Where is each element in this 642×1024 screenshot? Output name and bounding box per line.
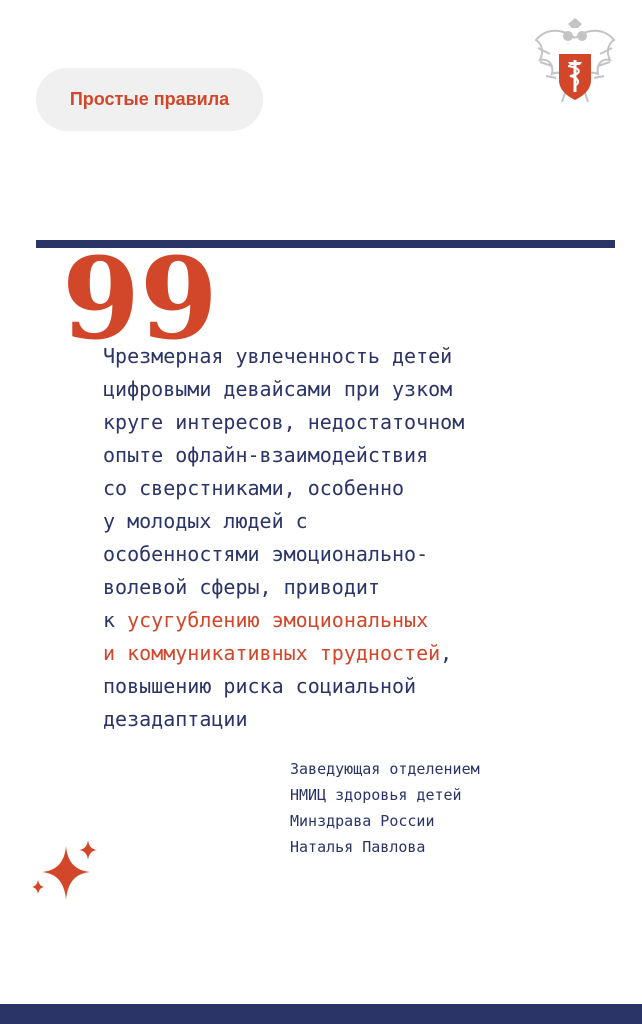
quote-line: круге интересов, недостаточном — [103, 410, 465, 434]
attribution-position: Заведующая отделением — [290, 760, 480, 778]
quote-line: волевой сферы, приводит — [103, 575, 380, 599]
quote-line-9 — [103, 604, 623, 637]
quote-highlight: усугублению эмоциональных — [127, 608, 429, 632]
quote-line: цифровыми девайсами при узком — [103, 377, 453, 401]
quote-line: у молодых людей с — [103, 509, 308, 533]
attribution-ministry: Минздрава России — [290, 812, 435, 830]
quote-line-10-suffix: , — [440, 641, 453, 665]
quote-mark-icon: 99 — [62, 234, 218, 365]
bottom-bar — [0, 1004, 642, 1024]
quote-line-10 — [103, 637, 623, 670]
quote-attribution — [290, 756, 480, 860]
quote-highlight: и коммуникативных трудностей — [103, 641, 441, 665]
quote-line: опыте офлайн-взаимодействия — [103, 443, 429, 467]
sparkle-stars-icon — [28, 838, 104, 906]
quote-text — [103, 340, 623, 736]
ministry-of-health-emblem-icon — [532, 18, 618, 112]
quote-line-9-prefix: к — [103, 608, 128, 632]
attribution-organization: НМИЦ здоровья детей — [290, 786, 462, 804]
badge-label: Простые правила — [69, 89, 230, 109]
quote-line: дезадаптации — [103, 707, 248, 731]
badge-simple-rules — [36, 68, 263, 131]
quote-line: особенностями эмоционально- — [103, 542, 429, 566]
quote-line: со сверстниками, особенно — [103, 476, 405, 500]
quote-line: Чрезмерная увлеченность детей — [103, 344, 453, 368]
quote-line: повышению риска социальной — [103, 674, 417, 698]
attribution-author-name: Наталья Павлова — [290, 838, 426, 856]
